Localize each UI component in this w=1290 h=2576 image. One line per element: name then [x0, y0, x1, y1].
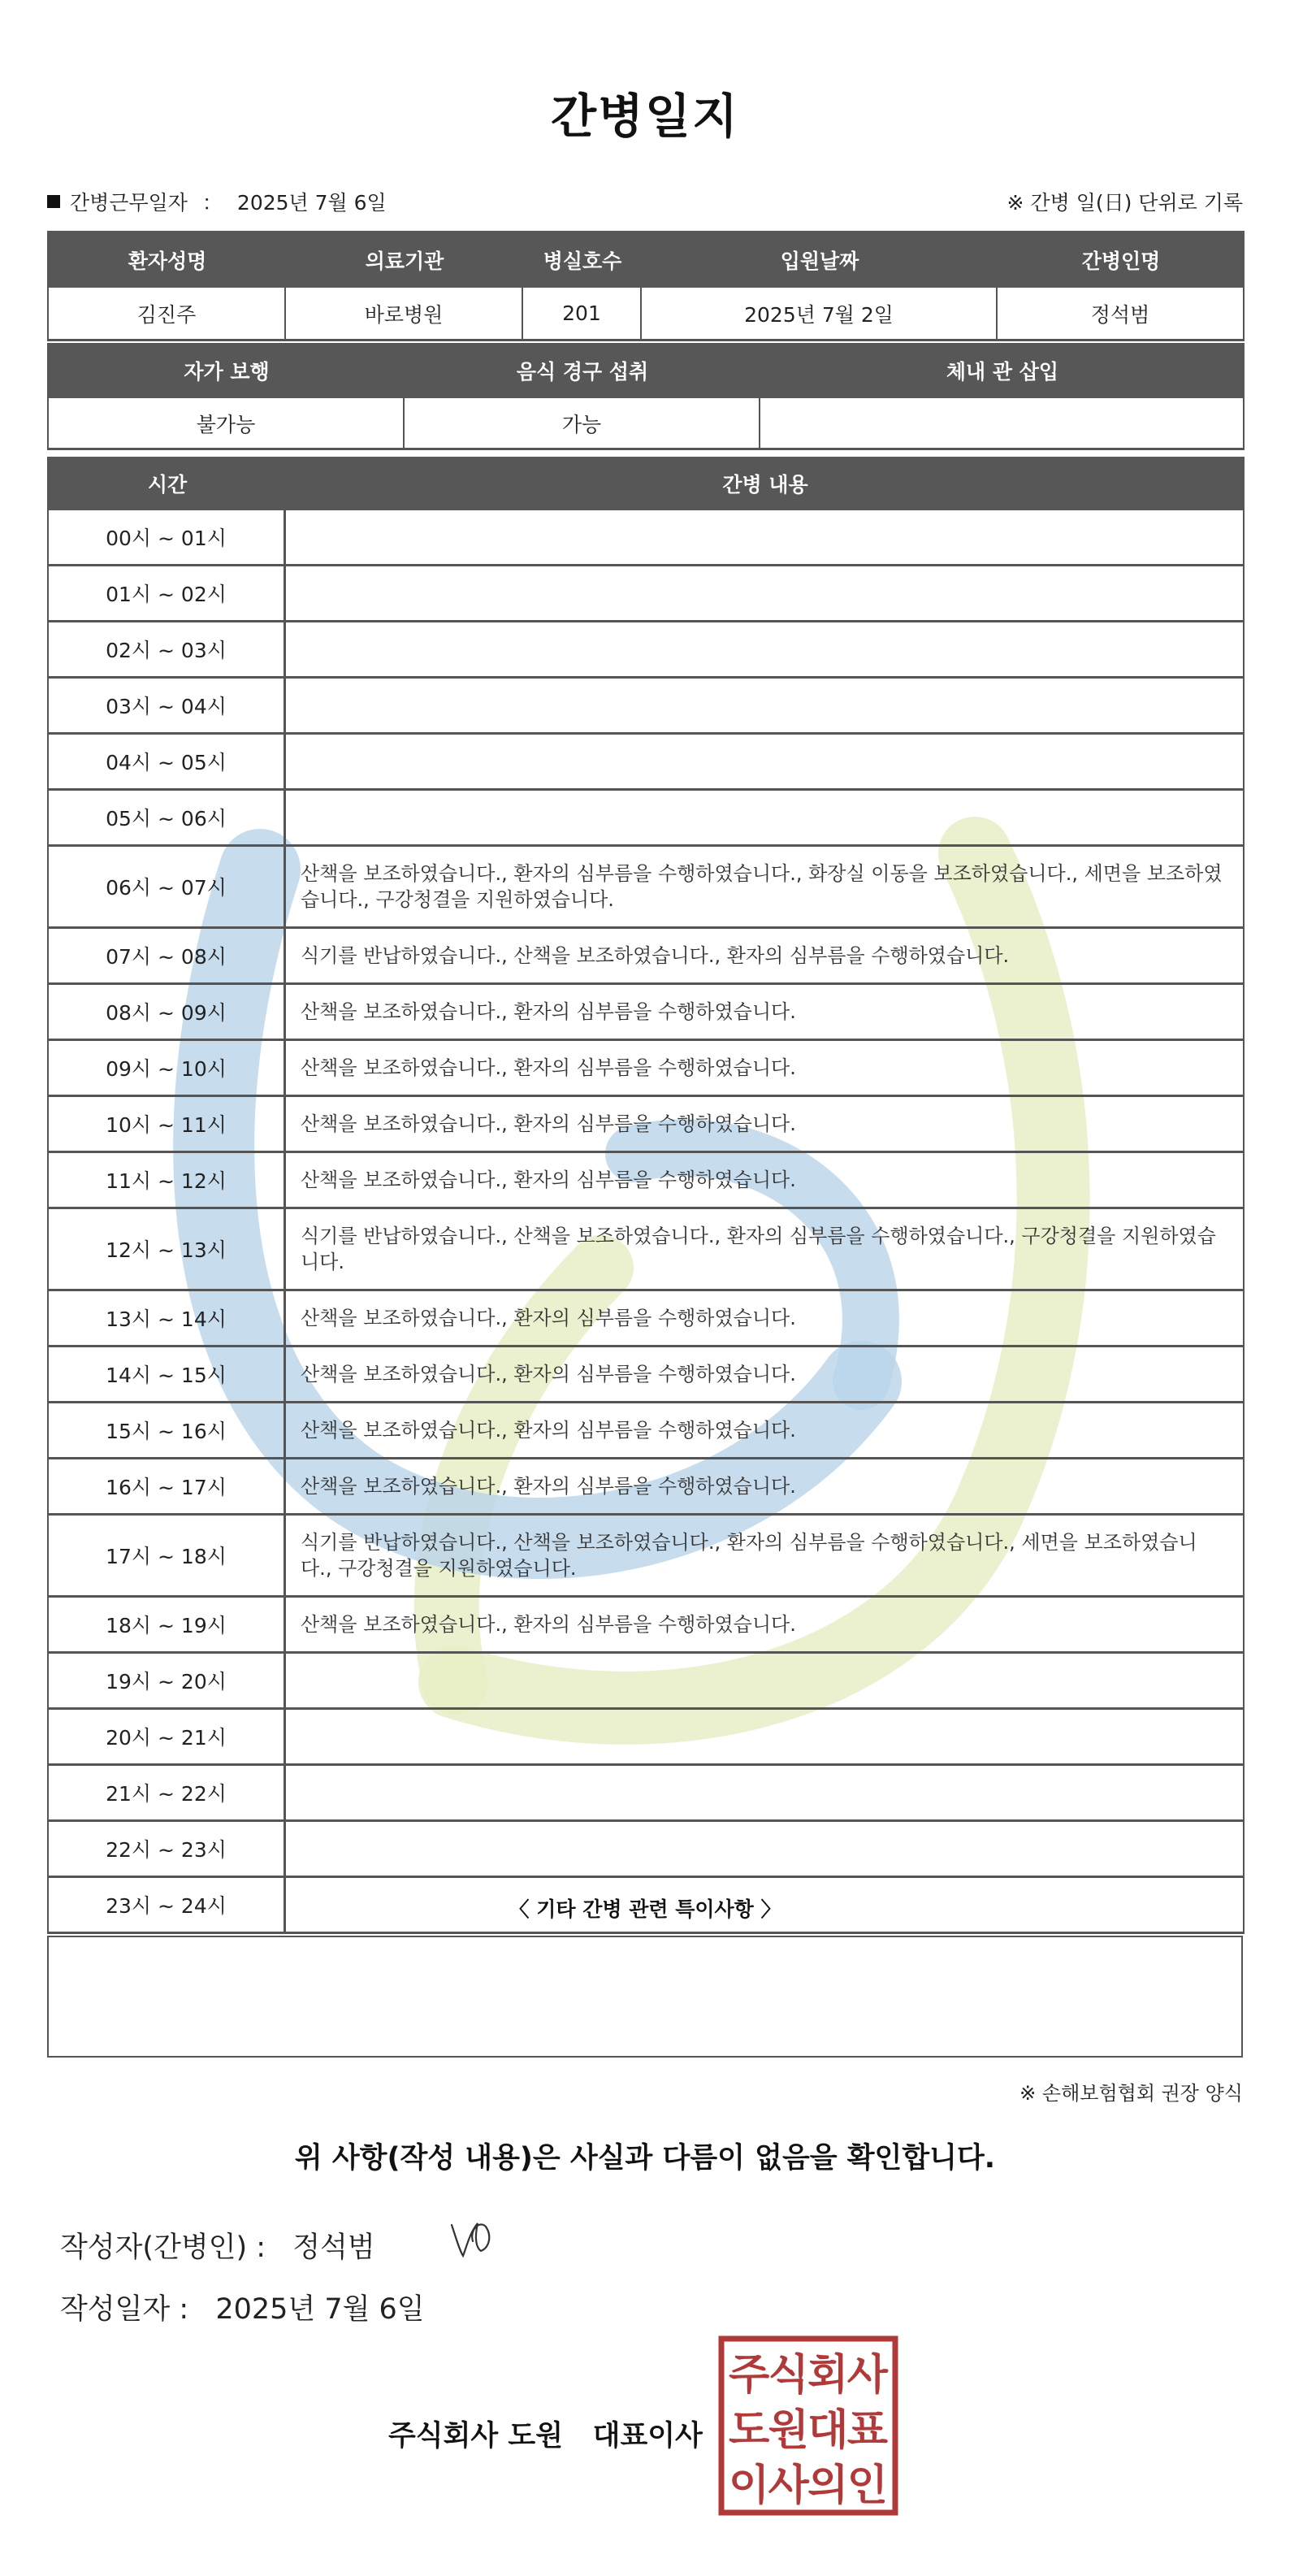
care-log-table — [47, 457, 1245, 1934]
company-seal-stamp — [718, 2335, 898, 2516]
status-header-cell: 체내 관 삽입 — [760, 343, 1245, 398]
writer-line — [60, 2225, 375, 2266]
write-date-value: 2025년 7월 6일 — [215, 2293, 425, 2326]
patient-value-cell: 바로병원 — [286, 288, 523, 341]
log-content-cell — [286, 566, 1245, 622]
log-content-cell — [286, 1654, 1245, 1710]
patient-status-table — [47, 343, 1245, 450]
work-date-separator: ： — [201, 191, 223, 215]
log-time-cell: 07시 ~ 08시 — [49, 929, 286, 985]
log-content-cell — [286, 791, 1245, 847]
log-content-cell: 산책을 보조하였습니다., 환자의 심부름을 수행하였습니다. — [286, 1403, 1245, 1459]
log-content-cell: 산책을 보조하였습니다., 환자의 심부름을 수행하였습니다. — [286, 985, 1245, 1041]
log-time-cell: 20시 ~ 21시 — [49, 1710, 286, 1766]
log-time-cell: 15시 ~ 16시 — [49, 1403, 286, 1459]
square-bullet-icon — [47, 195, 60, 208]
patient-info-table — [47, 231, 1245, 341]
log-content-cell: 산책을 보조하였습니다., 환자의 심부름을 수행하였습니다., 화장실 이동을 보조하였습니다., 세면을 보조하였습니다., 구강청결을 지원하였습니다. — [286, 847, 1245, 929]
patient-value-cell: 2025년 7월 2일 — [642, 288, 998, 341]
status-value-cell — [760, 398, 1245, 450]
write-date-label: 작성일자 : — [60, 2293, 189, 2326]
log-time-cell: 11시 ~ 12시 — [49, 1153, 286, 1209]
log-time-cell: 19시 ~ 20시 — [49, 1654, 286, 1710]
unit-note: ※ 간병 일(日) 단위로 기록 — [1006, 191, 1243, 215]
log-content-cell: 식기를 반납하였습니다., 산책을 보조하였습니다., 환자의 심부름을 수행하였습니다. — [286, 929, 1245, 985]
seal-text-line: 주식회사 — [729, 2351, 888, 2400]
log-time-cell: 04시 ~ 05시 — [49, 735, 286, 791]
status-value-cell: 불가능 — [49, 398, 405, 450]
log-time-cell: 08시 ~ 09시 — [49, 985, 286, 1041]
log-time-cell: 17시 ~ 18시 — [49, 1516, 286, 1598]
log-content-cell: 산책을 보조하였습니다., 환자의 심부름을 수행하였습니다. — [286, 1291, 1245, 1347]
patient-value-cell: 201 — [523, 288, 642, 341]
log-content-cell — [286, 622, 1245, 679]
patient-header-cell: 병실호수 — [523, 232, 642, 288]
log-time-cell: 21시 ~ 22시 — [49, 1766, 286, 1822]
log-content-cell — [286, 735, 1245, 791]
log-content-cell: 산책을 보조하였습니다., 환자의 심부름을 수행하였습니다. — [286, 1153, 1245, 1209]
work-date-row — [47, 187, 1243, 219]
log-time-cell: 05시 ~ 06시 — [49, 791, 286, 847]
writer-label: 작성자(간병인) : — [60, 2231, 266, 2264]
work-date — [47, 187, 387, 216]
log-content-cell — [286, 1710, 1245, 1766]
log-content-cell: 식기를 반납하였습니다., 산책을 보조하였습니다., 환자의 심부름을 수행하였습니다., 세면을 보조하였습니다., 구강청결을 지원하였습니다. — [286, 1516, 1245, 1598]
log-content-cell — [286, 510, 1245, 566]
log-content-cell — [286, 679, 1245, 735]
log-content-cell: 산책을 보조하였습니다., 환자의 심부름을 수행하였습니다. — [286, 1347, 1245, 1403]
log-time-cell: 00시 ~ 01시 — [49, 510, 286, 566]
work-date-label: 간병근무일자 — [70, 191, 188, 215]
log-time-cell: 14시 ~ 15시 — [49, 1347, 286, 1403]
log-content-cell: 산책을 보조하였습니다., 환자의 심부름을 수행하였습니다. — [286, 1041, 1245, 1097]
confirmation-statement: 위 사항(작성 내용)은 사실과 다름이 없음을 확인합니다. — [294, 2142, 996, 2175]
log-content-cell — [286, 1766, 1245, 1822]
log-time-cell: 12시 ~ 13시 — [49, 1209, 286, 1291]
writer-name: 정석범 — [292, 2231, 375, 2264]
log-time-cell: 01시 ~ 02시 — [49, 566, 286, 622]
patient-header-cell: 의료기관 — [286, 232, 523, 288]
log-content-cell: 산책을 보조하였습니다., 환자의 심부름을 수행하였습니다. — [286, 1459, 1245, 1516]
form-note: ※ 손해보험협회 권장 양식 — [1019, 2082, 1243, 2105]
log-time-cell: 10시 ~ 11시 — [49, 1097, 286, 1153]
etc-notes-box — [47, 1936, 1243, 2058]
log-time-cell: 16시 ~ 17시 — [49, 1459, 286, 1516]
log-time-cell: 09시 ~ 10시 — [49, 1041, 286, 1097]
signature-stroke — [452, 2223, 489, 2256]
patient-value-cell: 김진주 — [49, 288, 286, 341]
log-content-cell: 식기를 반납하였습니다., 산책을 보조하였습니다., 환자의 심부름을 수행하였습니다., 구강청결을 지원하였습니다. — [286, 1209, 1245, 1291]
etc-section-title: 〈 기타 간병 관련 특이사항 〉 — [509, 1897, 781, 1921]
log-time-cell: 06시 ~ 07시 — [49, 847, 286, 929]
patient-value-cell: 정석범 — [998, 288, 1245, 341]
log-content-cell: 산책을 보조하였습니다., 환자의 심부름을 수행하였습니다. — [286, 1598, 1245, 1654]
patient-header-cell: 입원날짜 — [642, 232, 998, 288]
seal-text-line: 이사의인 — [729, 2461, 888, 2510]
handwritten-signature — [445, 2215, 502, 2264]
log-header-content: 간병 내용 — [286, 457, 1245, 510]
work-date-value: 2025년 7월 6일 — [236, 191, 387, 215]
log-header-time: 시간 — [49, 457, 286, 510]
status-value-cell: 가능 — [405, 398, 760, 450]
patient-header-cell: 간병인명 — [998, 232, 1245, 288]
patient-header-cell: 환자성명 — [49, 232, 286, 288]
status-header-cell: 음식 경구 섭취 — [405, 343, 760, 398]
page-title: 간병일지 — [550, 89, 740, 144]
log-time-cell: 03시 ~ 04시 — [49, 679, 286, 735]
company-representative: 주식회사 도원 대표이사 — [388, 2420, 703, 2452]
log-content-cell: 산책을 보조하였습니다., 환자의 심부름을 수행하였습니다. — [286, 1097, 1245, 1153]
log-time-cell: 02시 ~ 03시 — [49, 622, 286, 679]
write-date-line — [60, 2287, 425, 2327]
log-content-cell — [286, 1822, 1245, 1878]
seal-text-line: 도원대표 — [729, 2406, 888, 2455]
log-time-cell: 18시 ~ 19시 — [49, 1598, 286, 1654]
log-time-cell: 13시 ~ 14시 — [49, 1291, 286, 1347]
log-time-cell: 22시 ~ 23시 — [49, 1822, 286, 1878]
status-header-cell: 자가 보행 — [49, 343, 405, 398]
log-time-cell: 23시 ~ 24시 — [49, 1878, 286, 1934]
